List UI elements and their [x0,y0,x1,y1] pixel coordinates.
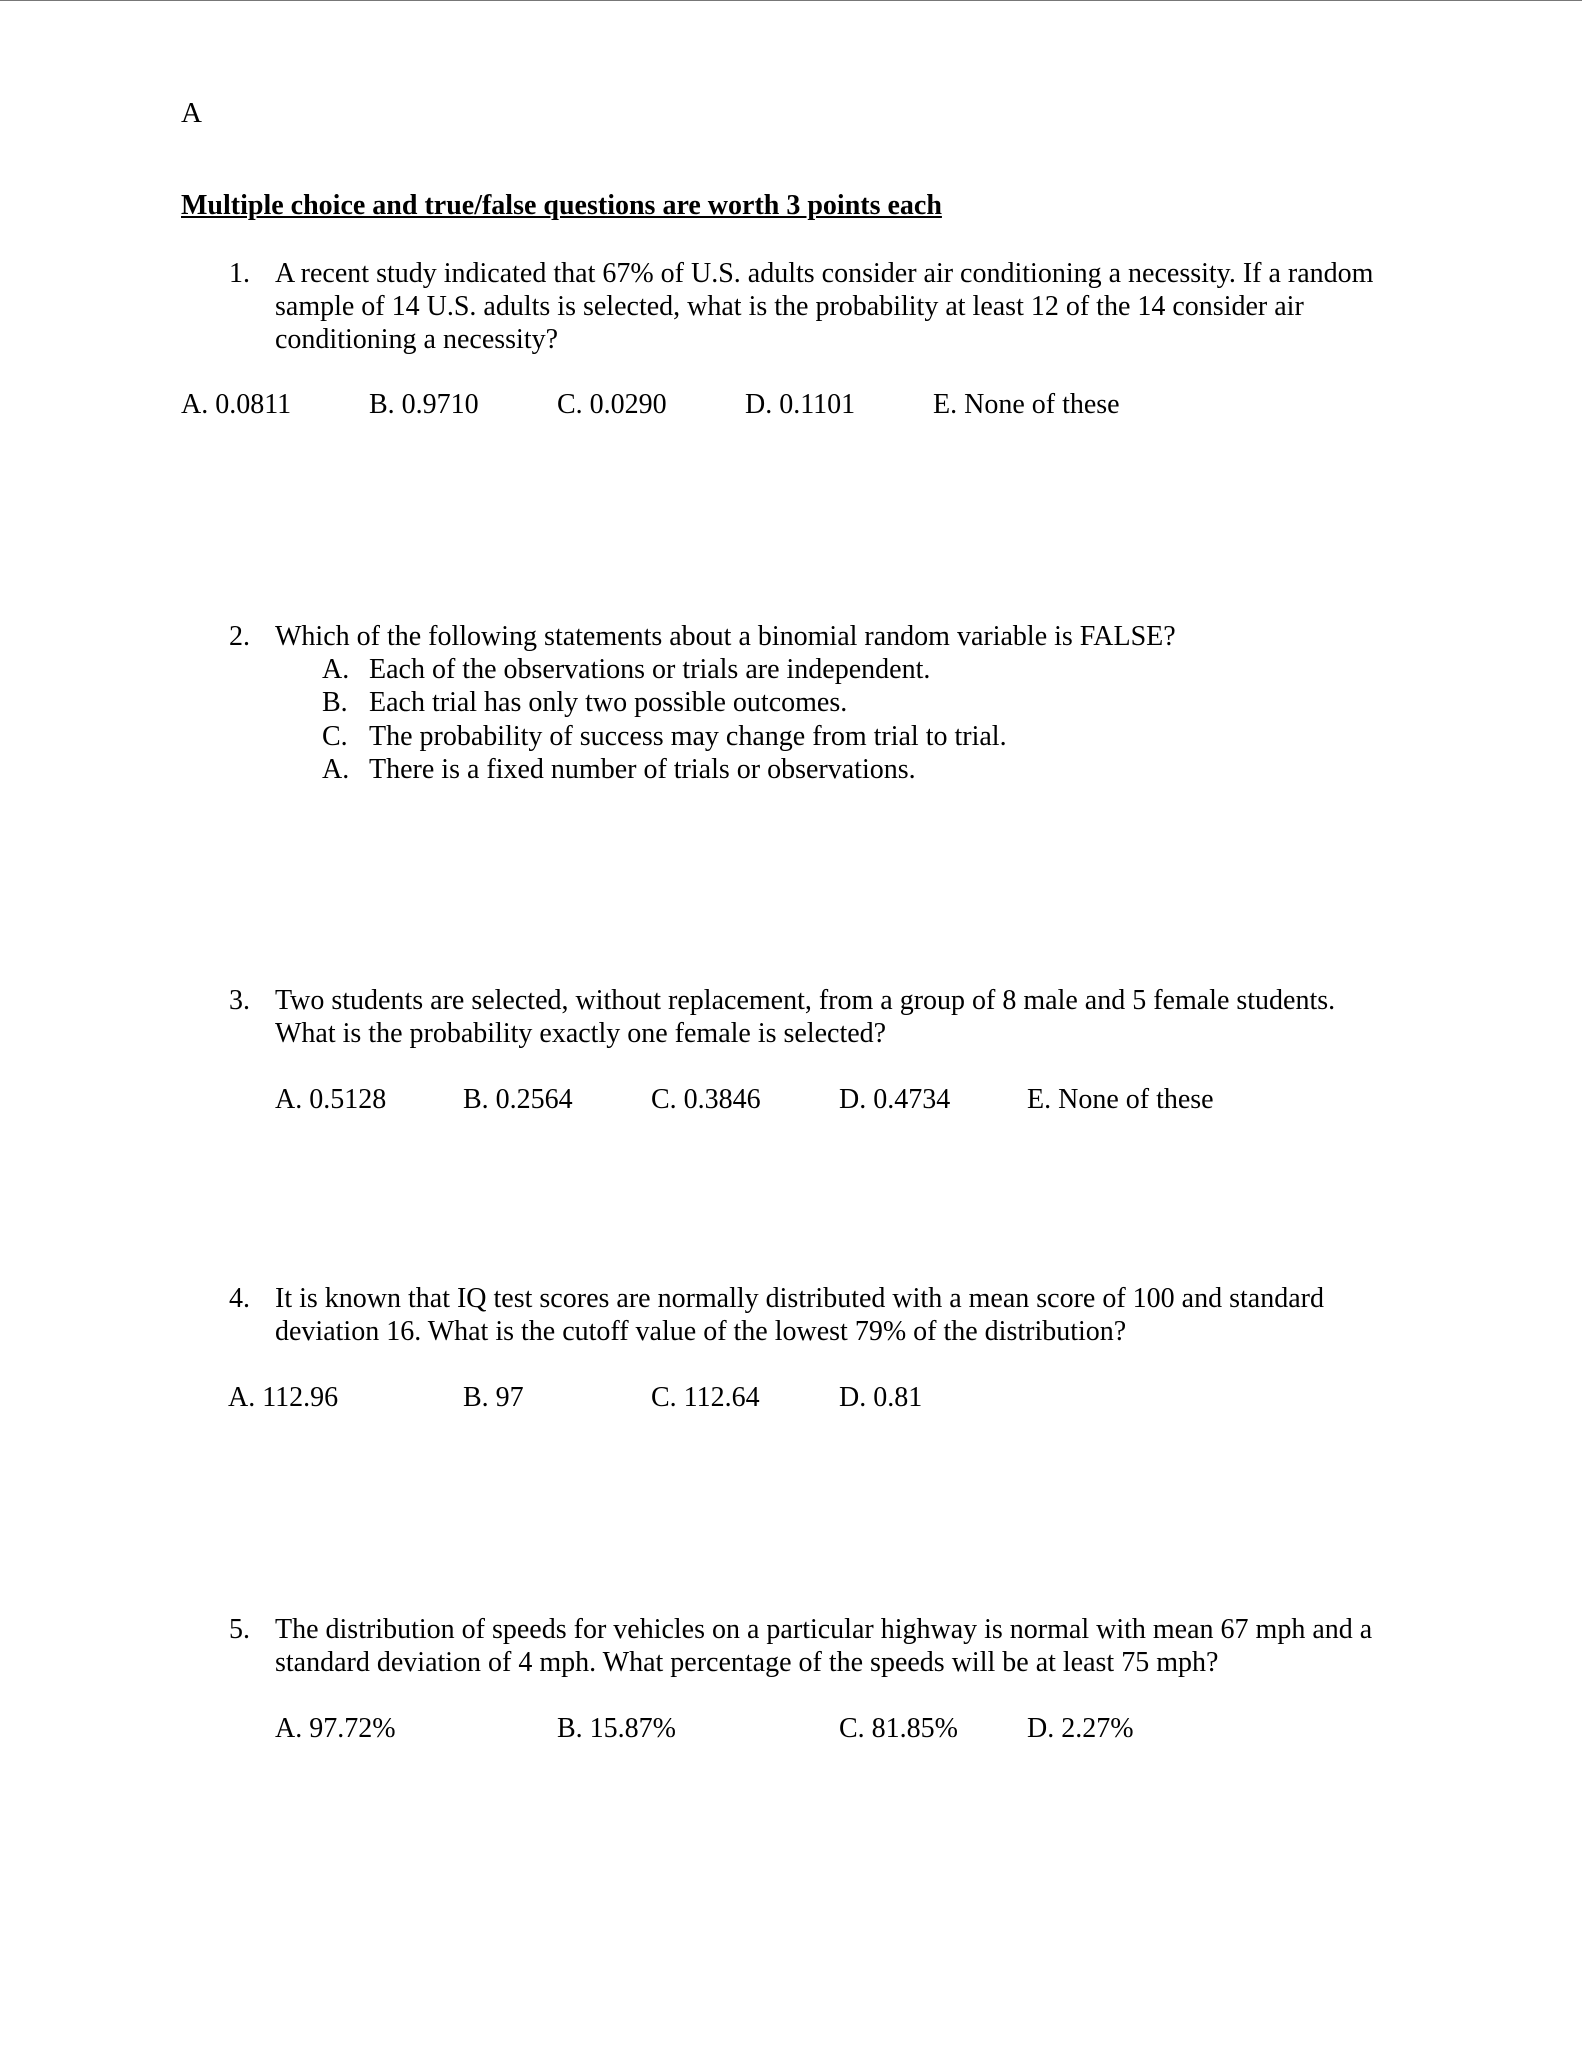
choice-e[interactable]: E. None of these [1027,1084,1214,1115]
choice-a[interactable]: A. 0.5128 [275,1084,387,1115]
choice-d[interactable]: D. 0.81 [839,1382,923,1413]
choice-b[interactable]: B. 0.2564 [463,1084,573,1115]
option-text[interactable]: The probability of success may change from trial to trial. [369,721,1007,752]
option-letter: B. [322,687,348,718]
choice-a[interactable]: A. 0.0811 [181,389,292,420]
question-text: A recent study indicated that 67% of U.S. adults consider air conditioning a necessity. If a random sample of 14 U.S. adults is selected, what is the probability at least 12 of the 14 consider air conditioning a necessity? [275,258,1374,355]
option-text[interactable]: There is a fixed number of trials or observations. [369,754,916,785]
question-number: 1. [229,258,250,289]
question-number: 4. [229,1283,250,1314]
option-text[interactable]: Each of the observations or trials are independent. [369,654,931,685]
question-text: Two students are selected, without replacement, from a group of 8 male and 5 female students. What is the probability exactly one female is selected? [275,985,1336,1049]
question-text: It is known that IQ test scores are normally distributed with a mean score of 100 and standard deviation 16. What is the cutoff value of the lowest 79% of the distribution? [275,1283,1324,1347]
section-heading: Multiple choice and true/false questions are worth 3 points each [181,190,942,221]
choice-b[interactable]: B. 15.87% [557,1713,676,1744]
question-number: 3. [229,985,250,1016]
choice-d[interactable]: D. 2.27% [1027,1713,1134,1744]
question-number: 5. [229,1614,250,1645]
choice-a[interactable]: A. 112.96 [228,1382,339,1413]
choice-c[interactable]: C. 81.85% [839,1713,958,1744]
choice-c[interactable]: C. 112.64 [651,1382,760,1413]
choice-b[interactable]: B. 97 [463,1382,524,1413]
option-letter: C. [322,721,348,752]
choice-d[interactable]: D. 0.1101 [745,389,856,420]
choice-c[interactable]: C. 0.0290 [557,389,667,420]
exam-version-label: A [181,97,202,129]
choice-c[interactable]: C. 0.3846 [651,1084,761,1115]
option-letter: A. [322,654,350,685]
option-text[interactable]: Each trial has only two possible outcomes. [369,687,848,718]
choice-a[interactable]: A. 97.72% [275,1713,396,1744]
choice-b[interactable]: B. 0.9710 [369,389,479,420]
choice-d[interactable]: D. 0.4734 [839,1084,951,1115]
choice-e[interactable]: E. None of these [933,389,1120,420]
option-letter: A. [322,754,350,785]
page-top-border [0,0,1582,1]
question-text: Which of the following statements about a binomial random variable is FALSE? [275,621,1176,652]
question-text: The distribution of speeds for vehicles on a particular highway is normal with mean 67 mph and a standard deviation of 4 mph. What percentage of the speeds will be at least 75 mph? [275,1614,1373,1678]
question-number: 2. [229,621,250,652]
